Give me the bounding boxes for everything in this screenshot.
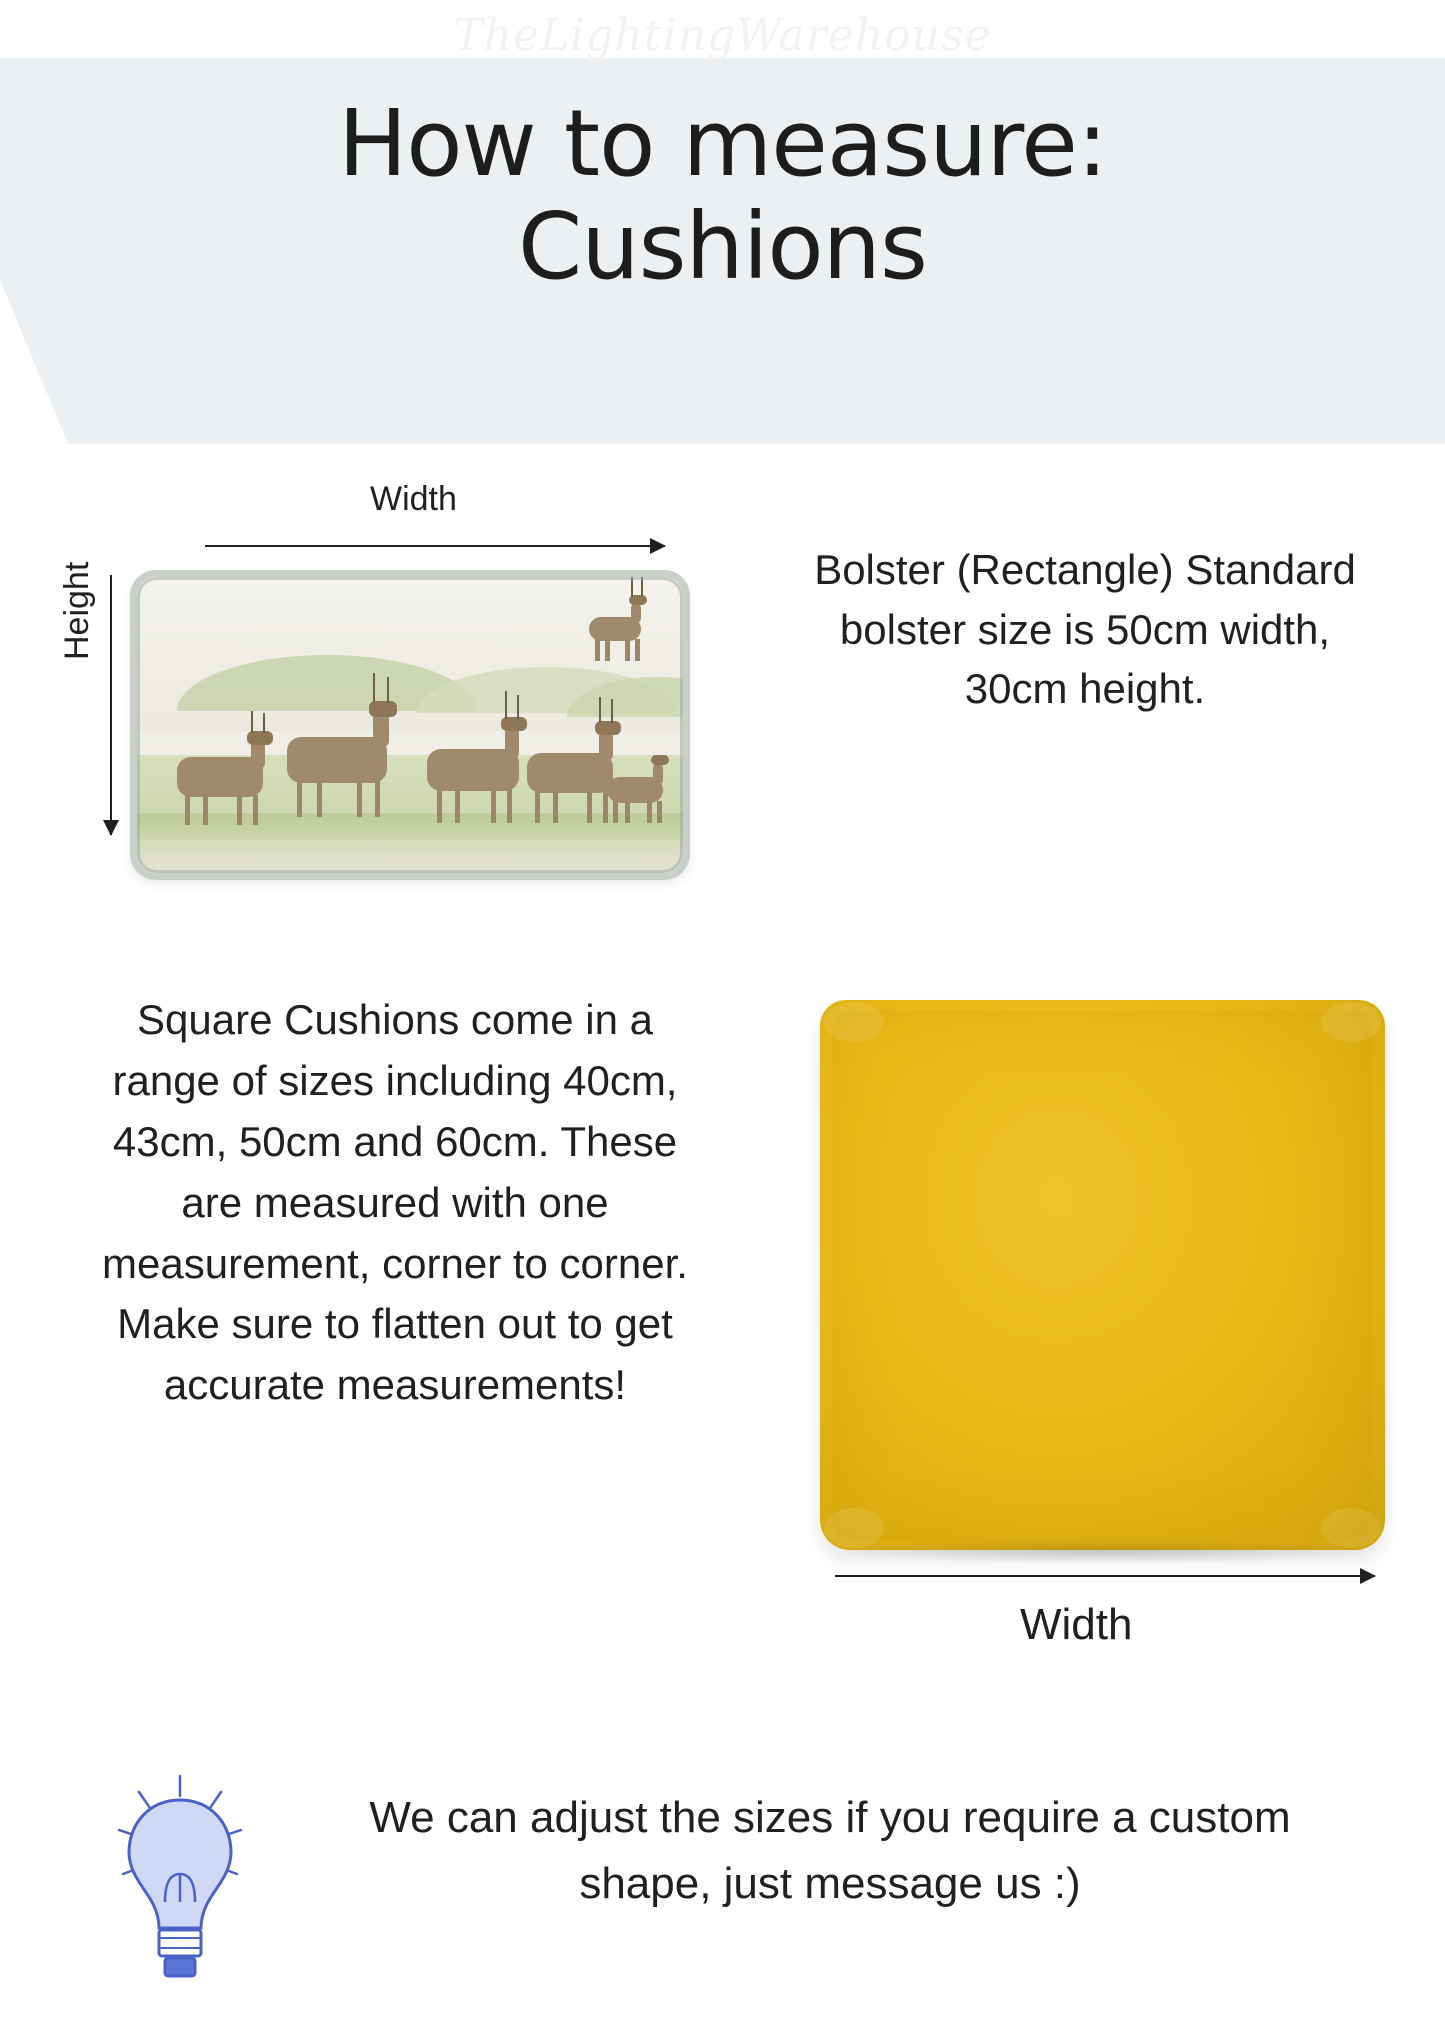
cushion-shadow — [835, 1538, 1375, 1564]
bolster-cushion-image — [130, 570, 690, 880]
lightbulb-icon — [105, 1770, 255, 1980]
header-banner — [0, 58, 1445, 444]
watermark-logo: TheLightingWarehouse — [453, 10, 992, 61]
footer-note: We can adjust the sizes if you require a custom shape, just message us :) — [369, 1793, 1291, 1908]
bolster-section — [0, 480, 1445, 910]
page-title-line-2: Cushions — [518, 193, 927, 301]
square-section — [0, 960, 1445, 1660]
bolster-height-arrow — [110, 575, 112, 835]
page-title — [338, 90, 1107, 301]
footer-section — [0, 1740, 1445, 2020]
bolster-description: Bolster (Rectangle) Standard bolster size is 50cm width, 30cm height. — [814, 546, 1356, 713]
page-title-line-1: How to measure: — [338, 90, 1107, 197]
square-width-arrow — [835, 1575, 1375, 1577]
square-width-label: Width — [1020, 1600, 1133, 1649]
square-cushion-image — [820, 1000, 1385, 1550]
bolster-width-label: Width — [370, 480, 457, 518]
bolster-height-label: Height — [58, 561, 96, 660]
square-description: Square Cushions come in a range of sizes including 40cm, 43cm, 50cm and 60cm. These are measured with one measurement, corner to corner. Make sure to flatten out to get accurate measurements! — [102, 996, 688, 1409]
bolster-width-arrow — [205, 545, 665, 547]
